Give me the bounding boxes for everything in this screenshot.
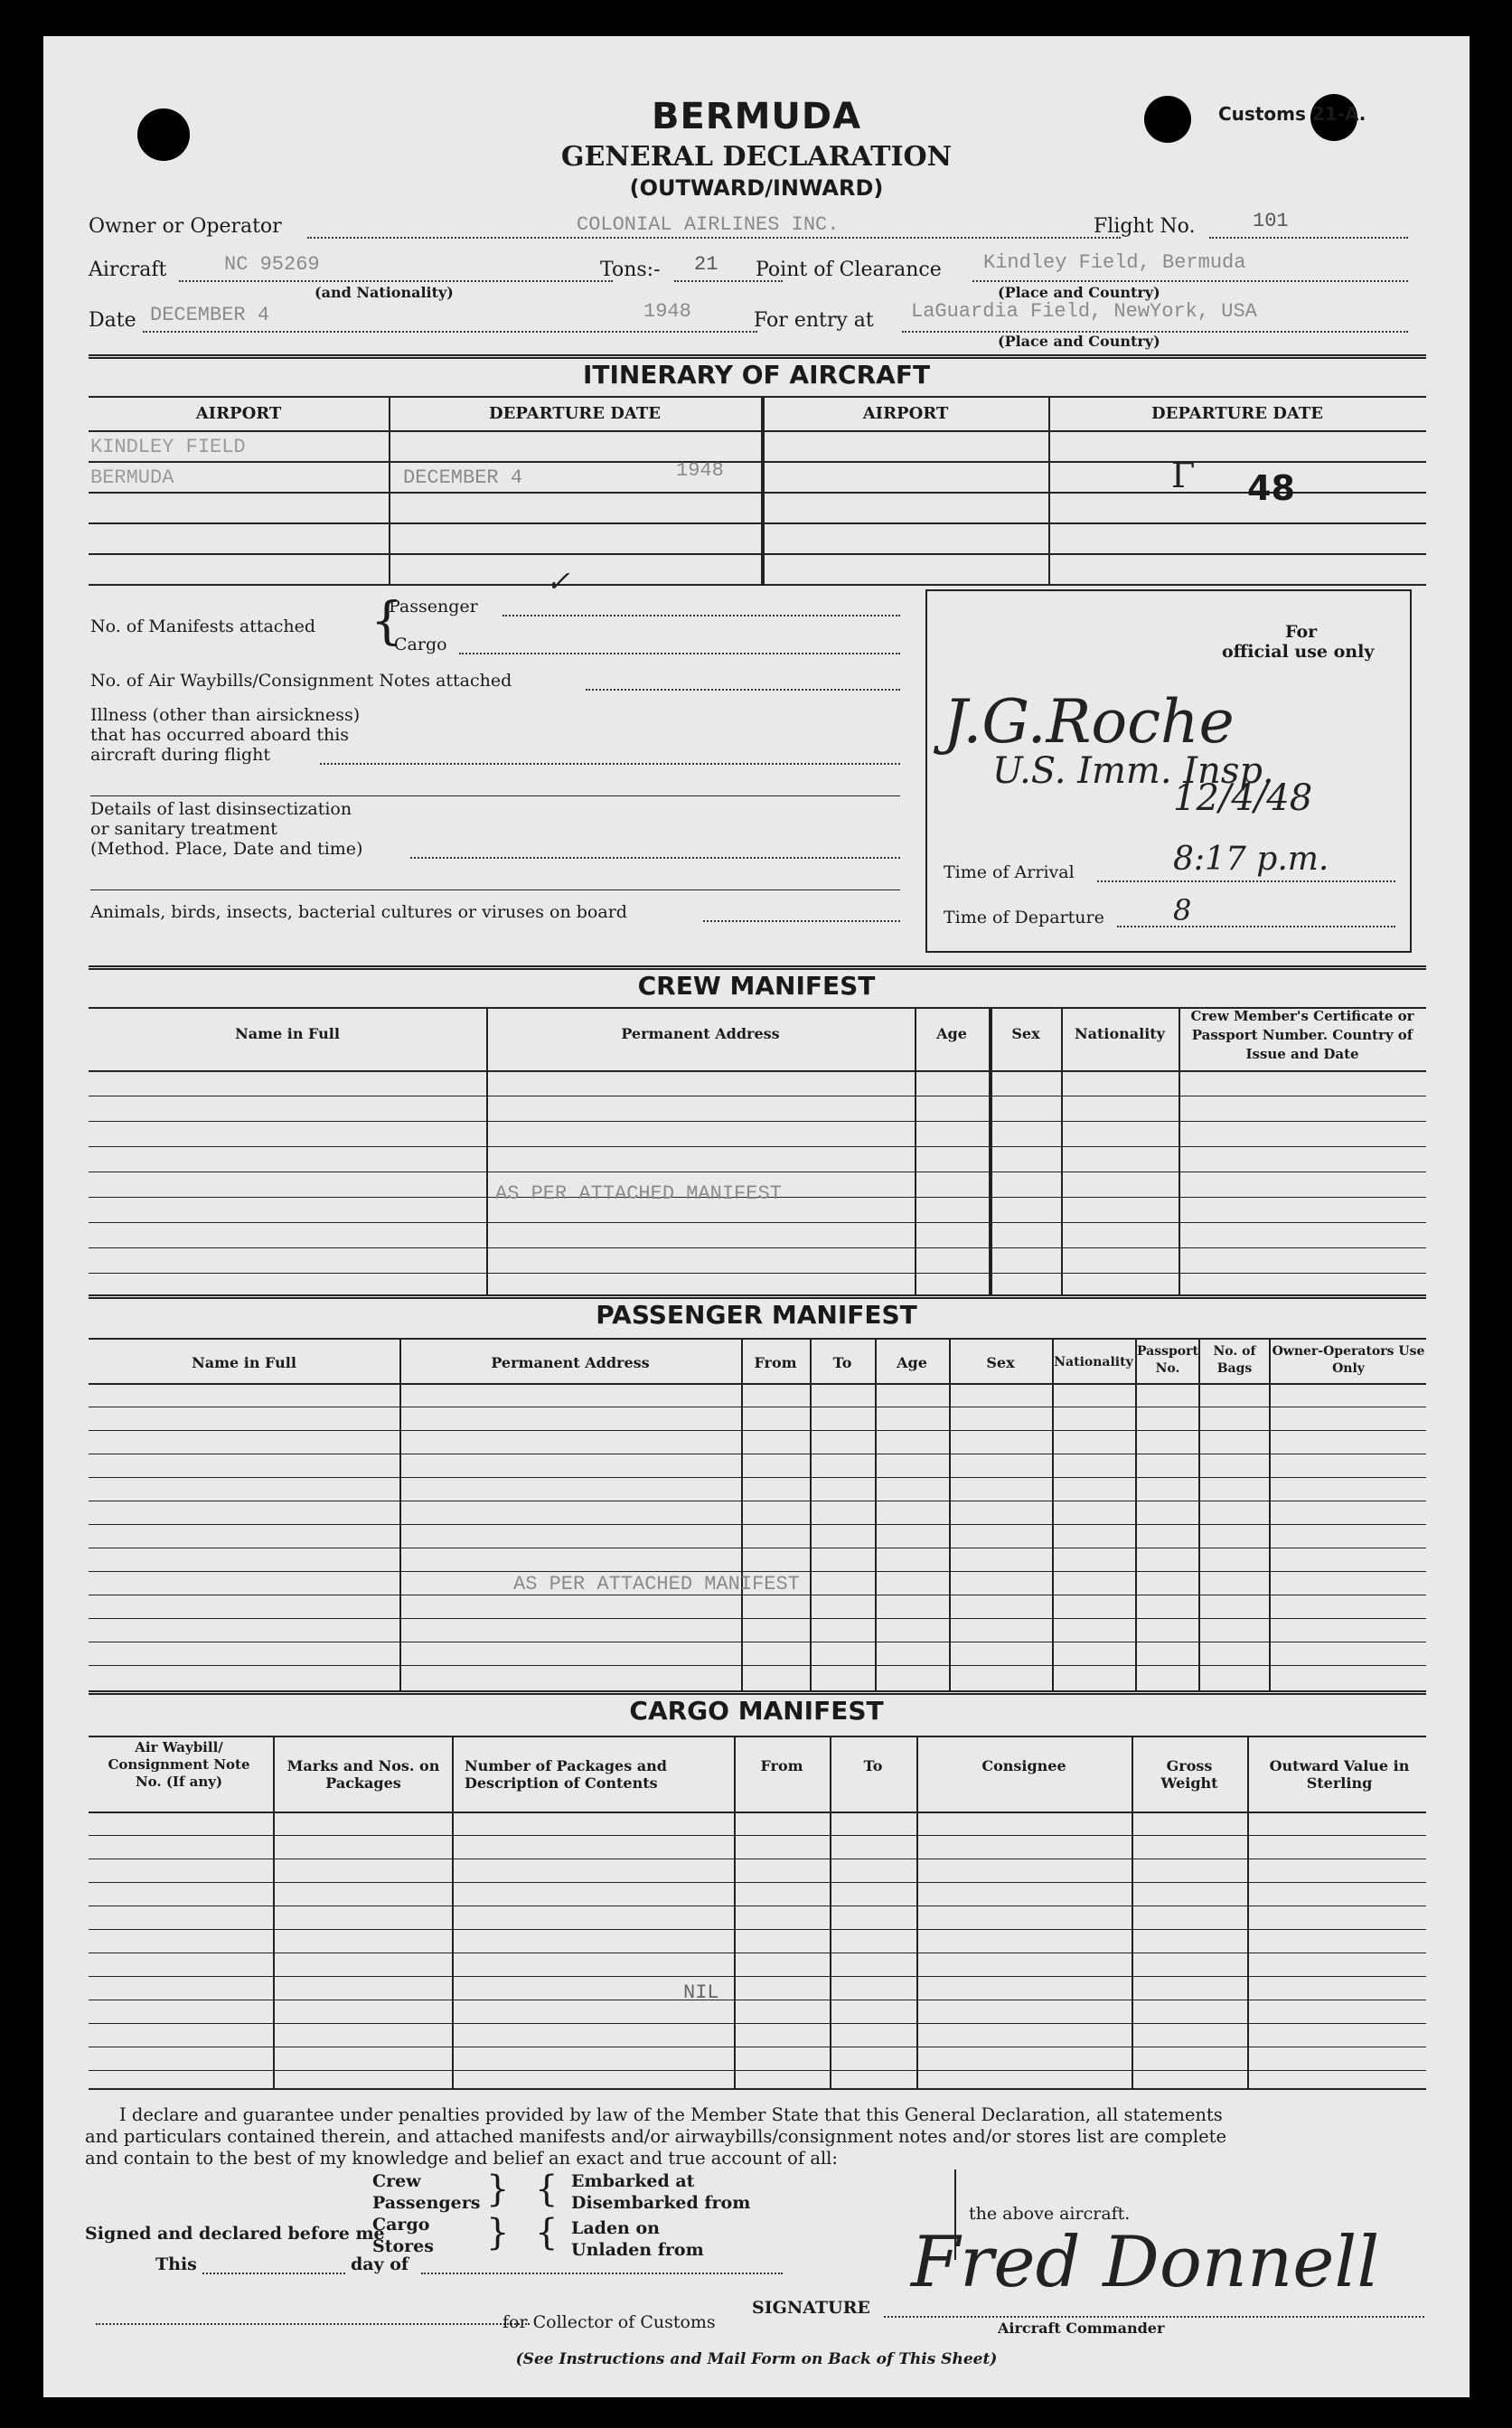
header-title: GENERAL DECLARATION: [560, 141, 953, 173]
official-title-line1: For: [1285, 622, 1318, 642]
day-label: day of: [351, 2254, 409, 2274]
passenger-header-age: Age: [897, 1354, 927, 1371]
itinerary-airport-1-line2: BERMUDA: [90, 466, 174, 489]
declaration-suffix: the above aircraft.: [969, 2204, 1131, 2224]
date-value-day: DECEMBER 4: [150, 304, 270, 326]
crew-note: AS PER ATTACHED MANIFEST: [495, 1182, 782, 1205]
crew-header-sex: Sex: [1011, 1025, 1040, 1042]
cargo-label: Cargo: [394, 635, 447, 654]
declaration-embarked: Embarked at: [571, 2171, 695, 2191]
declaration-list-cargo: Cargo: [372, 2215, 430, 2235]
itinerary-departure-1-day: DECEMBER 4: [403, 466, 523, 489]
declaration-line1: I declare and guarantee under penalties provided by law of the Member State that this General Declaration, all statements: [119, 2104, 1223, 2125]
date-label: Date: [89, 309, 136, 332]
passenger-header-sex: Sex: [986, 1354, 1015, 1371]
official-title-line2: official use only: [1222, 642, 1375, 662]
manifests-brace: {: [371, 592, 403, 651]
declaration-line3: and contain to the best of my knowledge and belief an exact and true account of all:: [85, 2148, 838, 2169]
crew-header-nationality: Nationality: [1075, 1025, 1165, 1042]
official-signature-line2: U.S. Imm. Insp.: [992, 750, 1274, 792]
disinsect-line3: (Method. Place, Date and time): [90, 839, 363, 859]
declaration-line2: and particulars contained therein, and attached manifests and/or airwaybills/consignment notes and/or stores list are complete: [85, 2126, 1227, 2147]
aircraft-value: NC 95269: [224, 253, 320, 276]
passenger-note: AS PER ATTACHED MANIFEST: [513, 1573, 800, 1595]
declaration-sheet: [43, 36, 1470, 2397]
official-signature-line1: J.G.Roche: [944, 687, 1235, 757]
cargo-header-packages: Number of Packages and Description of Contents: [465, 1757, 667, 1792]
departure-value: 8: [1173, 893, 1192, 927]
cargo-note: NIL: [683, 1981, 719, 2004]
entry-label: For entry at: [754, 309, 874, 332]
collector-label: for Collector of Customs: [502, 2312, 716, 2332]
tons-label: Tons:-: [600, 259, 661, 281]
passenger-header-to: To: [832, 1354, 852, 1371]
declaration-brace-right: {: [535, 2169, 559, 2210]
declaration-list-stores: Stores: [372, 2236, 434, 2256]
passenger-title: PASSENGER MANIFEST: [596, 1300, 917, 1330]
illness-line1: Illness (other than airsickness): [90, 705, 361, 725]
arrival-value: 8:17 p.m.: [1173, 841, 1329, 878]
itinerary-title: ITINERARY OF AIRCRAFT: [582, 360, 931, 390]
tons-value: 21: [694, 253, 718, 276]
itinerary-header-airport-1: AIRPORT: [195, 404, 282, 423]
cargo-header-from: From: [760, 1757, 803, 1774]
commander-label: Aircraft Commander: [998, 2320, 1165, 2337]
passenger-header-owner: Owner-Operators Use Only: [1272, 1344, 1425, 1376]
header-country: BERMUDA: [651, 96, 862, 137]
passenger-header-address: Permanent Address: [491, 1354, 650, 1371]
illness-line3: aircraft during flight: [90, 745, 271, 765]
itinerary-header-airport-2: AIRPORT: [862, 404, 949, 423]
footer-note: (See Instructions and Mail Form on Back of This Sheet): [515, 2350, 998, 2368]
header-subtitle: (OUTWARD/INWARD): [629, 175, 884, 201]
entry-value: LaGuardia Field, NewYork, USA: [911, 300, 1257, 323]
waybills-label: No. of Air Waybills/Consignment Notes attached: [90, 671, 512, 691]
declaration-list-crew: Crew: [372, 2171, 421, 2191]
itinerary-departure-2-mark: Γ: [1171, 456, 1196, 495]
aircraft-label: Aircraft: [89, 259, 167, 281]
crew-header-name: Name in Full: [235, 1025, 340, 1042]
clearance-value: Kindley Field, Bermuda: [983, 251, 1246, 274]
itinerary-departure-1-year: 1948: [676, 459, 724, 482]
passenger-header-from: From: [754, 1354, 797, 1371]
signature-label: SIGNATURE: [752, 2298, 870, 2318]
animals-label: Animals, birds, insects, bacterial cultures or viruses on board: [90, 902, 627, 922]
declaration-brace-right-2: {: [535, 2212, 559, 2254]
departure-label: Time of Departure: [944, 908, 1104, 927]
cargo-title: CARGO MANIFEST: [629, 1696, 884, 1726]
declaration-disembarked: Disembarked from: [571, 2193, 751, 2213]
crew-header-address: Permanent Address: [621, 1025, 780, 1042]
date-value-year: 1948: [643, 300, 691, 323]
passenger-header-bags: No. of Bags: [1213, 1344, 1256, 1376]
declaration-brace-left-2: }: [486, 2212, 510, 2254]
passenger-check: ✓: [546, 564, 570, 598]
commander-signature: Fred Donnell: [911, 2222, 1380, 2303]
cargo-header-waybill: Air Waybill/ Consignment Note No. (If any): [108, 1739, 250, 1790]
cargo-header-to: To: [863, 1757, 883, 1774]
cargo-header-consignee: Consignee: [981, 1757, 1066, 1774]
cargo-header-gross-weight: Gross Weight: [1160, 1757, 1218, 1792]
place-country-note-2: (Place and Country): [998, 333, 1160, 350]
declaration-brace-left: }: [486, 2169, 510, 2210]
passenger-header-nationality: Nationality: [1054, 1355, 1133, 1369]
place-country-note-1: (Place and Country): [998, 284, 1160, 301]
this-label: This: [155, 2254, 197, 2274]
signed-label: Signed and declared before me: [85, 2224, 385, 2244]
crew-header-age: Age: [936, 1025, 967, 1042]
crew-title: CREW MANIFEST: [637, 971, 876, 1001]
nationality-note: (and Nationality): [315, 284, 454, 301]
passenger-header-name: Name in Full: [192, 1354, 296, 1371]
owner-label: Owner or Operator: [89, 215, 282, 238]
itinerary-header-departure-2: DEPARTURE DATE: [1151, 404, 1323, 423]
arrival-label: Time of Arrival: [944, 862, 1075, 882]
illness-line2: that has occurred aboard this: [90, 725, 350, 745]
form-code: Customs 21-A.: [1218, 103, 1366, 125]
cargo-header-value: Outward Value in Sterling: [1269, 1757, 1410, 1792]
itinerary-airport-1-line1: KINDLEY FIELD: [90, 436, 246, 458]
itinerary-header-departure-1: DEPARTURE DATE: [489, 404, 661, 423]
disinsect-line2: or sanitary treatment: [90, 819, 277, 839]
declaration-unladen: Unladen from: [571, 2240, 704, 2260]
passenger-header-passport: Passport No.: [1137, 1344, 1198, 1376]
flight-label: Flight No.: [1094, 215, 1196, 238]
disinsect-line1: Details of last disinsectization: [90, 799, 352, 819]
owner-value: COLONIAL AIRLINES INC.: [577, 213, 840, 236]
manifests-label: No. of Manifests attached: [90, 616, 316, 636]
crew-header-certificate: Crew Member's Certificate or Passport Number. Country of Issue and Date: [1190, 1008, 1414, 1062]
declaration-laden: Laden on: [571, 2218, 660, 2238]
official-signature-date: 12/4/48: [1173, 777, 1313, 819]
clearance-label: Point of Clearance: [756, 259, 942, 281]
cargo-header-marks: Marks and Nos. on Packages: [286, 1757, 440, 1792]
flight-value: 101: [1253, 210, 1289, 232]
passenger-label: Passenger: [389, 597, 478, 616]
itinerary-departure-2-year: 48: [1247, 468, 1295, 508]
declaration-list-passengers: Passengers: [372, 2193, 481, 2213]
